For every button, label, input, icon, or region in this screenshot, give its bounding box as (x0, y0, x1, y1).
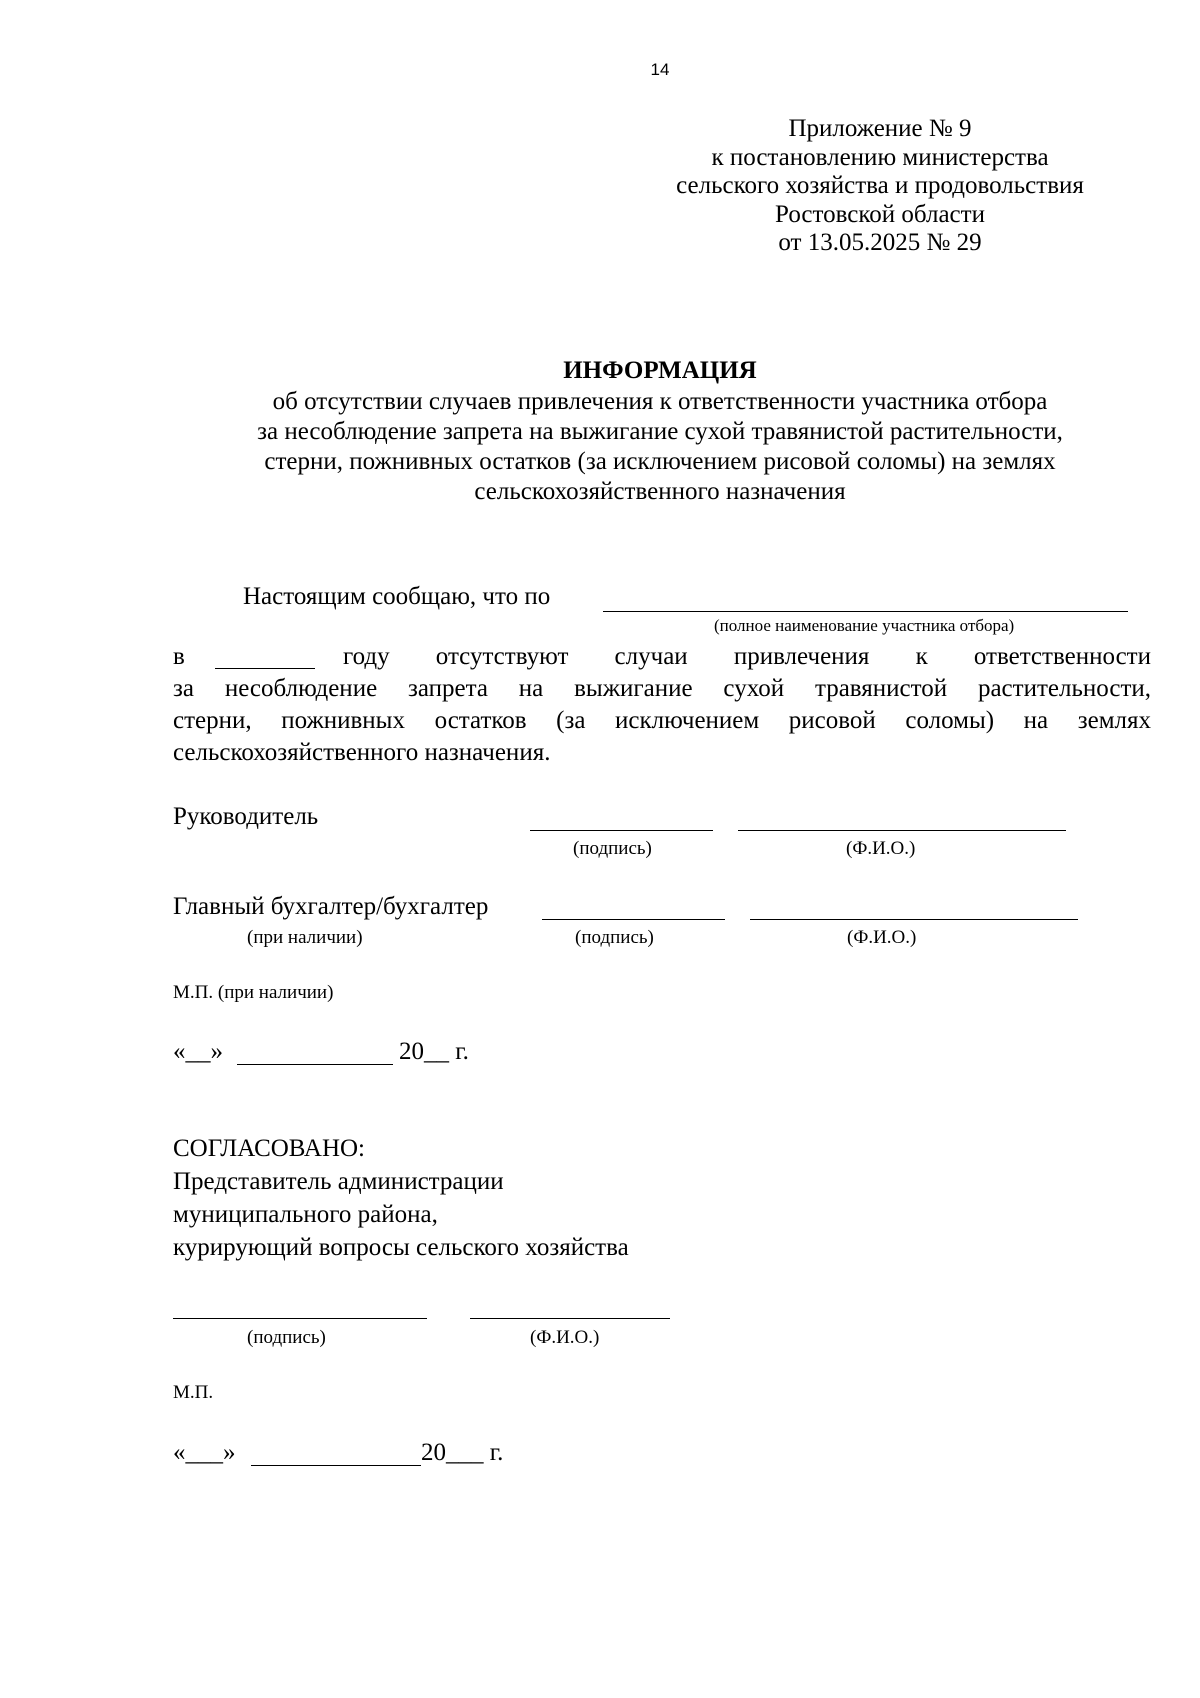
appendix-line-3: сельского хозяйства и продовольствия (676, 172, 1084, 199)
head-name-hint: (Ф.И.О.) (846, 838, 916, 859)
head-label: Руководитель (173, 803, 319, 830)
stamp-if-any: М.П. (при наличии) (173, 982, 334, 1003)
subtitle-line-1: об отсутствии случаев привлечения к ответственности участника отбора (272, 388, 1048, 415)
body-line-3: стерни, пожнивных остатков (за исключением рисовой соломы) на землях (173, 707, 1151, 734)
participant-name-hint: (полное наименование участника отбора) (714, 616, 1015, 635)
accountant-signature-blank[interactable] (542, 919, 725, 920)
approval-name-blank[interactable] (470, 1318, 670, 1319)
body-line-2: за несоблюдение запрета на выжигание сухой травянистой растительности, (173, 675, 1151, 702)
accountant-name-blank[interactable] (750, 919, 1078, 920)
body-line-1: году отсутствуют случаи привлечения к ответственности (343, 643, 1151, 670)
approval-signature-blank[interactable] (173, 1318, 427, 1319)
appendix-line-2: к постановлению министерства (711, 143, 1049, 171)
participant-name-blank[interactable] (603, 611, 1128, 612)
appendix-line-4: Ростовской области (775, 200, 985, 228)
body-line-4: сельскохозяйственного назначения. (173, 739, 551, 766)
approval-signature-hint: (подпись) (247, 1327, 326, 1348)
date-day[interactable]: «__» (173, 1038, 223, 1065)
appendix-line-1: Приложение № 9 (788, 115, 972, 142)
accountant-if-any: (при наличии) (247, 927, 363, 948)
date-year[interactable]: 20__ г. (399, 1038, 469, 1065)
approval-name-hint: (Ф.И.О.) (530, 1327, 600, 1348)
subtitle-line-3: стерни, пожнивных остатков (за исключением рисовой соломы) на землях (264, 448, 1056, 475)
accountant-name-hint: (Ф.И.О.) (847, 927, 917, 948)
head-signature-hint: (подпись) (573, 838, 652, 859)
accountant-label: Главный бухгалтер/бухгалтер (173, 893, 489, 920)
page-number: 14 (650, 60, 670, 79)
approval-date-month-blank[interactable] (251, 1465, 421, 1466)
appendix-line-5: от 13.05.2025 № 29 (778, 229, 982, 256)
approval-date-year[interactable]: 20___ г. (421, 1439, 504, 1466)
date-month-blank[interactable] (237, 1064, 393, 1065)
subtitle-line-2: за несоблюдение запрета на выжигание сухой травянистой растительности, (257, 418, 1063, 445)
document-title: ИНФОРМАЦИЯ (563, 357, 757, 384)
document-subtitle (160, 387, 1160, 507)
subtitle-line-4: сельскохозяйственного назначения (474, 478, 846, 505)
approval-heading: СОГЛАСОВАНО: (173, 1135, 366, 1162)
year-blank[interactable] (215, 668, 315, 669)
head-signature-blank[interactable] (530, 830, 713, 831)
body-intro: Настоящим сообщаю, что по (243, 583, 551, 610)
approval-line-3: курирующий вопросы сельского хозяйства (173, 1234, 629, 1261)
approval-line-1: Представитель администрации (173, 1168, 504, 1195)
approval-date-day[interactable]: «___» (173, 1439, 236, 1466)
head-name-blank[interactable] (738, 830, 1066, 831)
approval-line-2: муниципального района, (173, 1201, 438, 1228)
body-in-word: в (173, 643, 185, 670)
approval-stamp: М.П. (173, 1382, 214, 1403)
appendix-block (645, 115, 1115, 258)
accountant-signature-hint: (подпись) (575, 927, 654, 948)
